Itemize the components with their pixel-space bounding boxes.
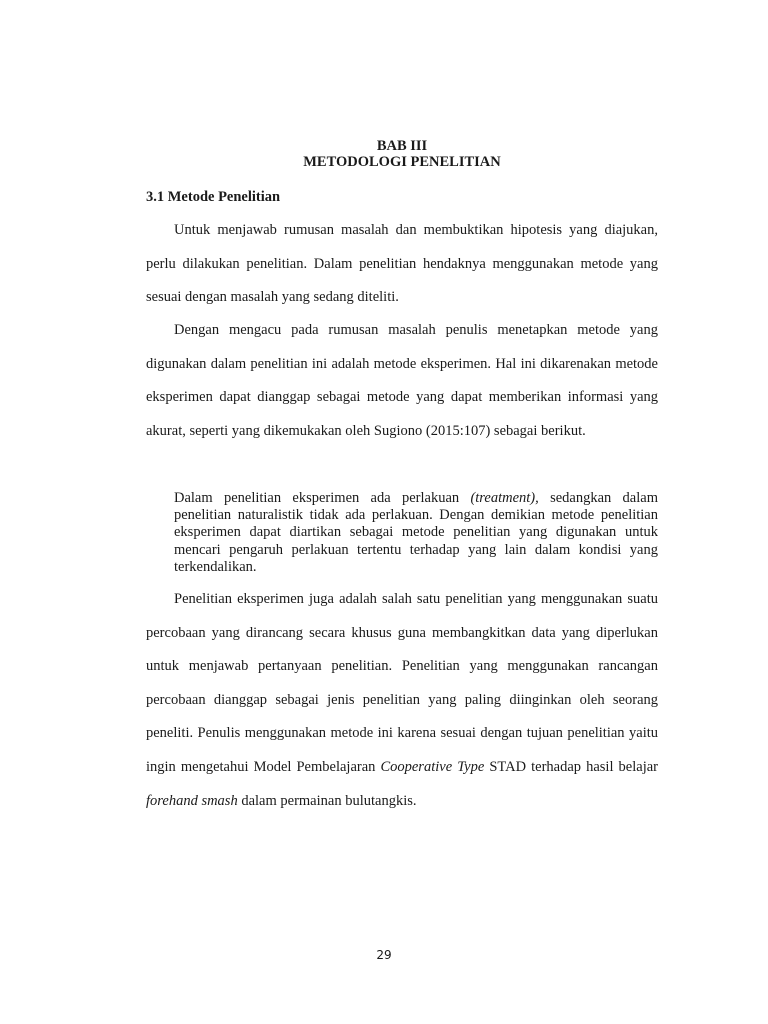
paragraph-3-italic-1: Cooperative Type [380,758,485,775]
section-heading: 3.1 Metode Penelitian [146,189,281,205]
quote-italic-term: (treatment), [470,490,539,506]
paragraph-3 [146,583,658,818]
page-number: 29 [376,948,392,962]
paragraph-3-part-3: dalam permainan bulutangkis. [237,792,417,809]
paragraph-3-part-1: Penelitian eksperimen juga adalah salah satu penelitian yang menggunakan suatu percobaan yang dirancang secara khusus guna membangkitkan data yang diperlukan untuk menjawab pertanyaan penelitian. Penelitian yang menggunakan rancangan percobaan dianggap sebagai jenis penelitian yang paling diinginkan oleh seorang peneliti. Penulis menggunakan metode ini karena sesuai dengan tujuan penelitian yaitu ingin mengetahui Model Pembelajaran [146,591,658,775]
paragraph-3-italic-2: forehand smash [146,792,238,809]
paragraph-1: Untuk menjawab rumusan masalah dan membuktikan hipotesis yang diajukan, perlu dilakukan penelitian. Dalam penelitian hendaknya menggunakan metode yang sesuai dengan masalah yang sedang diteliti. [146,222,658,306]
paragraph-2: Dengan mengacu pada rumusan masalah penulis menetapkan metode yang digunakan dalam penelitian ini adalah metode eksperimen. Hal ini dikarenakan metode eksperimen dapat dianggap sebagai metode yang dapat memberikan informasi yang akurat, seperti yang dikemukakan oleh Sugiono (2015:107) sebagai berikut. [146,322,658,439]
block-quote [174,490,658,576]
paragraph-3-part-2: STAD terhadap hasil belajar [484,758,658,775]
chapter-header [146,138,658,170]
quote-text-before: Dalam penelitian eksperimen ada perlakuan [174,490,471,506]
quote-text-after: sedangkan dalam penelitian naturalistik tidak ada perlakuan. Dengan demikian metode penelitian eksperimen dapat diartikan sebagai metode penelitian yang digunakan untuk mencari pengaruh perlakuan tertentu terhadap yang lain dalam kondisi yang terkendalikan. [174,490,658,575]
chapter-number: BAB III [376,138,428,154]
chapter-title: METODOLOGI PENELITIAN [303,154,501,170]
